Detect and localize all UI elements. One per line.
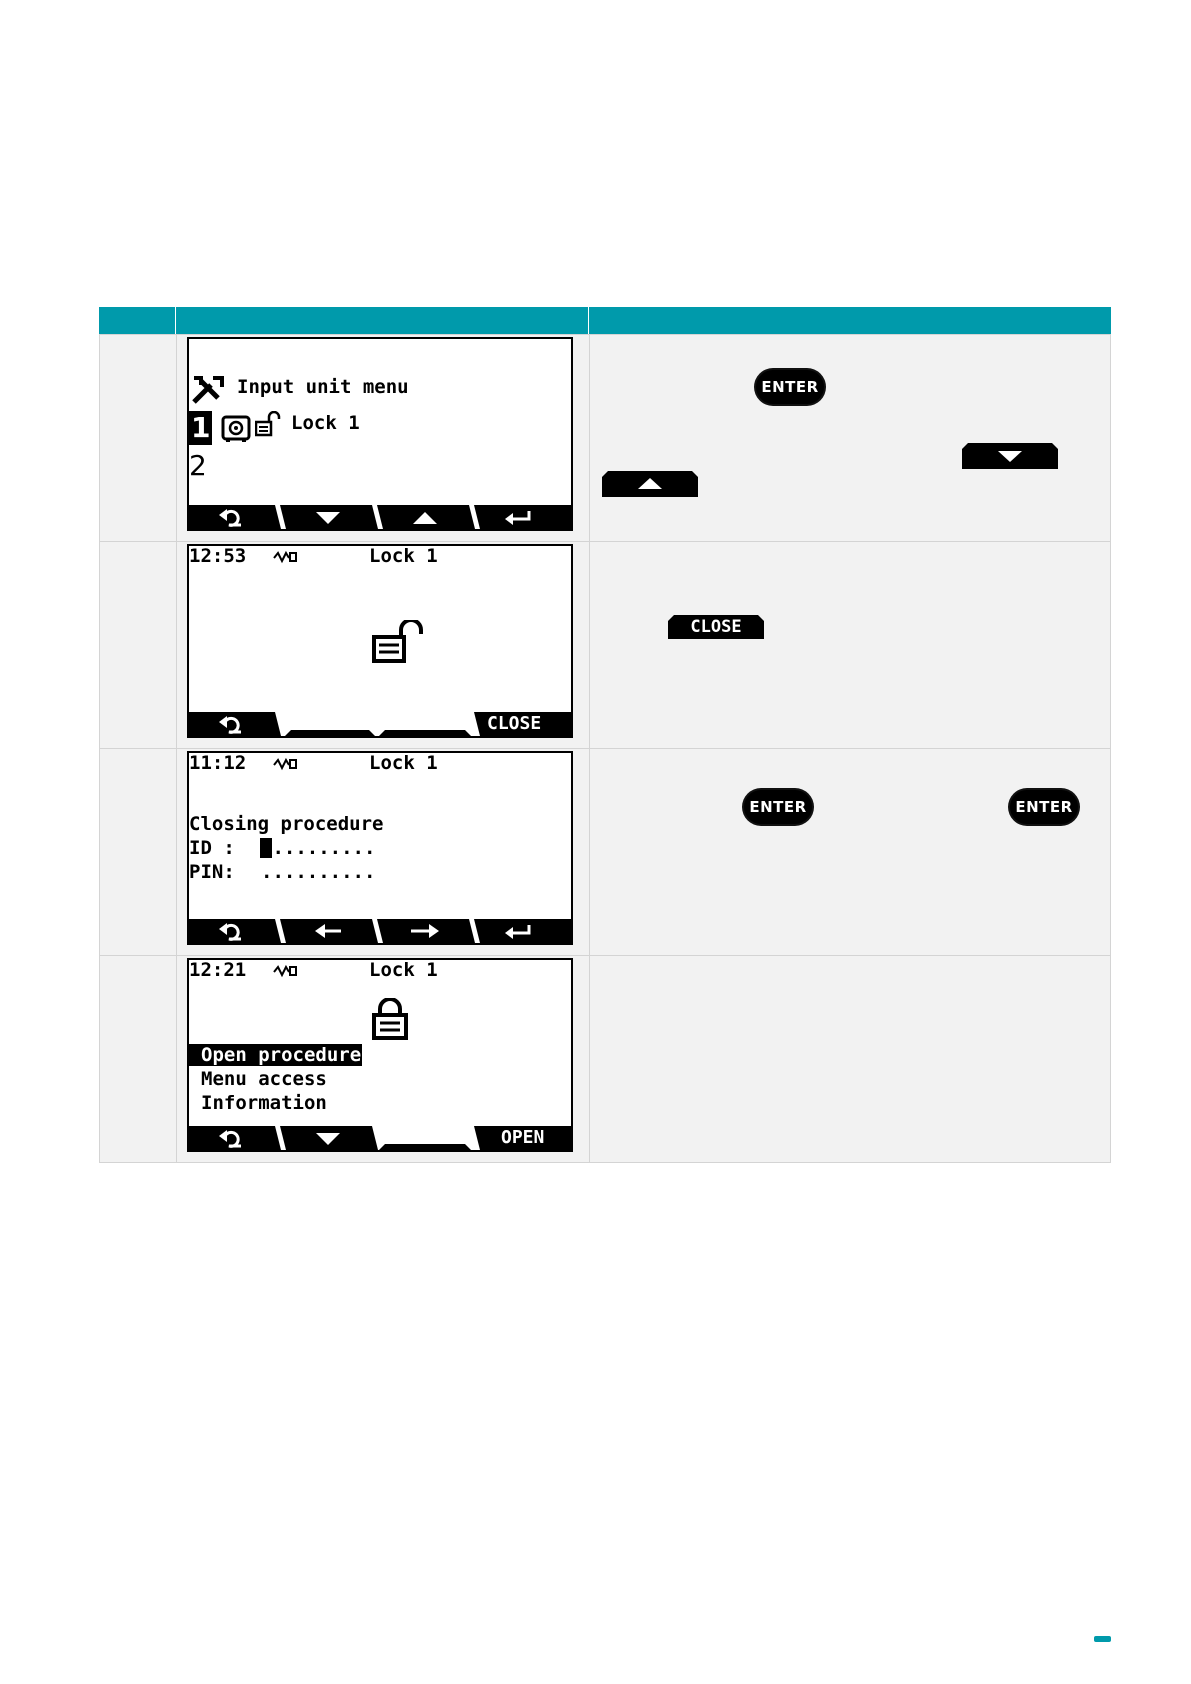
clock-time: 12:21 bbox=[189, 959, 247, 981]
table-row bbox=[99, 541, 1111, 749]
table-row bbox=[99, 748, 1111, 956]
clock-time: 11:12 bbox=[189, 752, 247, 774]
safe-icon bbox=[221, 415, 251, 447]
softkey-bar bbox=[189, 505, 571, 529]
menu-title: Input unit menu bbox=[237, 376, 409, 398]
lcd-screen-lock-closed bbox=[187, 958, 573, 1152]
page-accent-mark bbox=[1094, 1636, 1111, 1642]
item-label: Lock 1 bbox=[291, 412, 360, 434]
table-row bbox=[99, 334, 1111, 542]
table-header bbox=[99, 307, 1111, 334]
arrow-down-key-icon bbox=[962, 443, 1058, 473]
arrow-down-icon[interactable] bbox=[281, 505, 377, 529]
unlocked-icon bbox=[371, 620, 427, 668]
enter-key-icon: ENTER bbox=[1010, 790, 1078, 824]
lcd-screen-closing-procedure bbox=[187, 751, 573, 945]
menu-item[interactable]: Menu access bbox=[201, 1068, 327, 1090]
connection-icon bbox=[273, 549, 299, 568]
id-label: ID : bbox=[189, 837, 235, 859]
arrow-up-icon[interactable] bbox=[377, 505, 473, 529]
menu-item[interactable]: Information bbox=[201, 1092, 327, 1114]
arrow-right-icon[interactable] bbox=[377, 919, 473, 943]
table-row bbox=[99, 955, 1111, 1163]
lock-name: Lock 1 bbox=[369, 545, 438, 567]
back-icon[interactable] bbox=[189, 712, 281, 736]
connection-icon bbox=[273, 963, 299, 982]
back-icon[interactable] bbox=[189, 1126, 281, 1150]
id-input[interactable]: .......... bbox=[261, 837, 376, 859]
procedure-heading: Closing procedure bbox=[189, 813, 384, 835]
back-icon[interactable] bbox=[189, 505, 281, 529]
close-softkey[interactable]: CLOSE bbox=[487, 713, 542, 734]
lock-name: Lock 1 bbox=[369, 752, 438, 774]
softkey-bar bbox=[189, 919, 571, 943]
item-number[interactable]: 2 bbox=[189, 449, 207, 482]
item-number-selected[interactable]: 1 bbox=[191, 411, 211, 444]
softkey-bar bbox=[189, 712, 571, 736]
clock-time: 12:53 bbox=[189, 545, 247, 567]
lock-name: Lock 1 bbox=[369, 959, 438, 981]
arrow-down-icon[interactable] bbox=[281, 1126, 377, 1150]
connection-icon bbox=[273, 756, 299, 775]
unlocked-icon bbox=[255, 411, 281, 441]
enter-icon[interactable] bbox=[473, 505, 571, 529]
lcd-screen-input-unit-menu bbox=[187, 337, 573, 531]
arrow-left-icon[interactable] bbox=[281, 919, 377, 943]
menu-item-selected[interactable]: Open procedure bbox=[189, 1044, 362, 1066]
tools-icon bbox=[191, 375, 225, 409]
enter-icon[interactable] bbox=[473, 919, 571, 943]
enter-key-icon: ENTER bbox=[756, 370, 824, 404]
locked-icon bbox=[371, 998, 409, 1044]
close-key-label: CLOSE bbox=[690, 617, 742, 637]
back-icon[interactable] bbox=[189, 919, 281, 943]
softkey-bar bbox=[189, 1126, 571, 1150]
pin-input[interactable]: .......... bbox=[261, 861, 376, 883]
open-softkey[interactable]: OPEN bbox=[501, 1127, 545, 1148]
pin-label: PIN: bbox=[189, 861, 235, 883]
arrow-up-key-icon bbox=[602, 471, 698, 501]
lcd-screen-lock-open bbox=[187, 544, 573, 738]
enter-key-icon: ENTER bbox=[744, 790, 812, 824]
